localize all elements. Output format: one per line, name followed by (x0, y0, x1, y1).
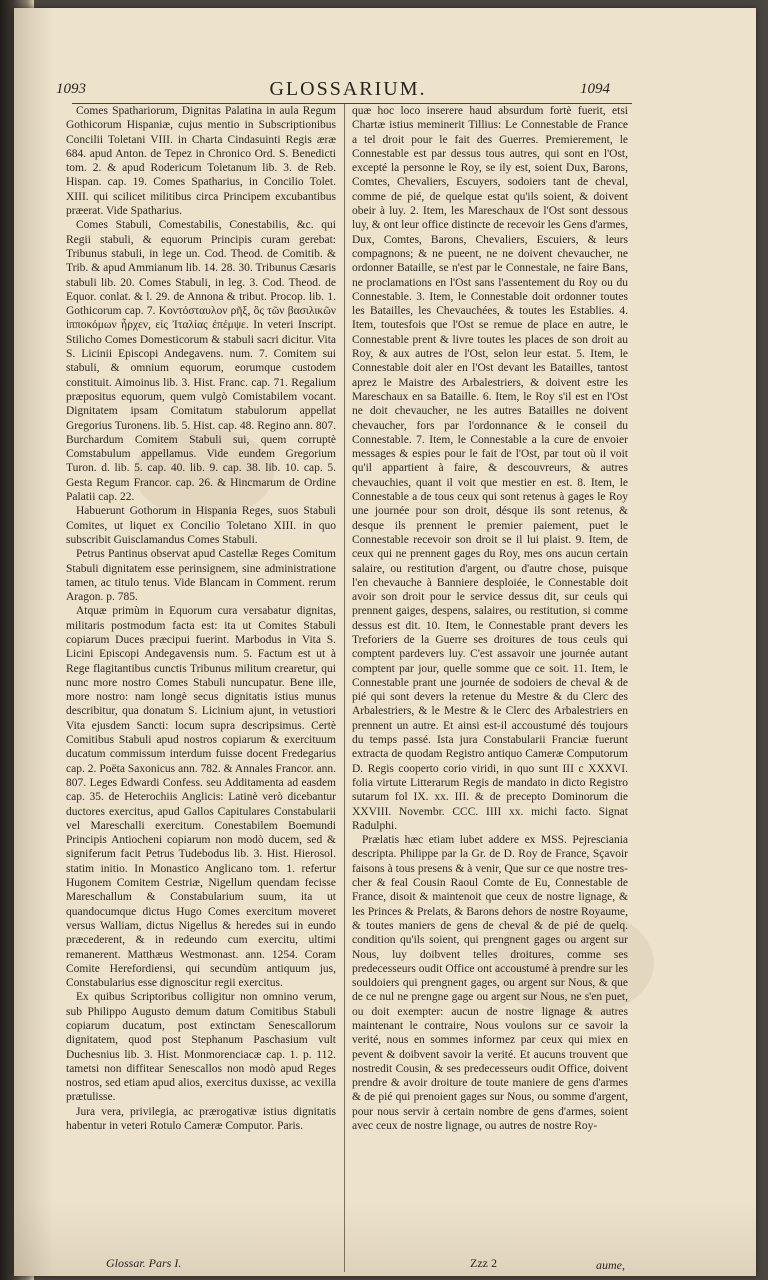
column-divider (344, 104, 345, 1272)
entry-paragraph: Comes Stabuli, Comestabilis, Conestabilis, &c. qui Regii stabuli, & equorum Principis curam gerebat: Tribunus stabuli, in lege un. Cod. Theod. de Comitib. & Trib. & apud Ammianum lib. 14. 28. 30. Tribunus Cæsaris stabuli lib. 20. Comes Stabuli, in leg. 3. Cod. Theod. de Equor. conlat. & l. 29. de Annona & tribut. Procop. lib. 1. Gothicorum cap. 7. Κοντόσταυλον ρῆξ, ὃς τῶν βασιλικῶν ἱπποκόμων ἦρχεν, εἰς Ἰταλίας ἐπέμψε. In veteri Inscript. Stilicho Comes Domesticorum & stabuli sacri dicitur. Vita S. Licinii Episcopi Andegavens. num. 7. Comitem sui stabuli, & omnium equorum, eorumque custodem constituit. Aimoinus lib. 3. Hist. Franc. cap. 71. Regalium præpositus equorum, quem vulgò Comistabilem vocant. Dignitatem ipsam Comitatum stabulorum appellat Gregorius Turonens. lib. 5. Hist. cap. 48. Regino ann. 807. Burchardum Comitem Stabuli sui, quem corruptè Comstabulum appellamus. Vide eundem Gregorium Turon. d. lib. 5. cap. 40. lib. 9. cap. 38. lib. 10. cap. 5. Gesta Regum Francor. cap. 26. & Hincmarum de Ordine Palatii cap. 22. (66, 219, 336, 504)
entry-paragraph: Ex quibus Scriptoribus colligitur non omnino verum, sub Philippo Augusto demum datum Comitibus Stabuli copiarum ducatum, post extinctam Senescallorum dignitatem, quod post Stephanum Paschasium vult Duchesnius lib. 3. Hist. Monmorenciacæ cap. 1. p. 112. tametsi non diffitear Senescallos non modò apud Reges nostros, sed etiam apud alios, exercitus duxisse, ac vexilla prætulisse. (66, 991, 336, 1104)
entry-paragraph: Prælatis hæc etiam lubet addere ex MSS. Pejresciania descripta. Philippe par la Gr. de D. Roy de France, Sçavoir faisons à tous presens & à venir, Que sur ce que nostre tres-cher & feal Cousin Raoul Comte de Eu, Connestable de France, disoit & maintenoit que ceux de nostre lignage, & les Princes & Prelats, & Barons dehors de nostre Royaume, & toutes maniers de gens de cheval & de pié de quelq. condition qu'ils soient, qui prengnent gages ou argent sur Nous, luy doibvent telles droitures, comme ses predecesseurs oudit Office ont accoustumé à prendre sur les souldoiers qui prengnent gages, ou argent sur Nous, & que de ce nul ne prengne gage ou argent sur Nous, ne s'en puet, ou doit exempter: aucun de nostre lignage & autres maintenant le contraire, Nous voulons sur ce savoir la verité, nous en sommes informez par ceux qui miex en pevent & doibvent savoir la verité. Et aucuns trouvent que nostredit Cousin, & ses predecesseurs oudit Office, doivent prendre & avoir droiture de toute maniere de gens d'armes & de pié qui prenoient gages sur Nous, ou somme d'argent, pour nous servir à certain nombre de gens d'armes, soient avec ceux de nostre lignage, ou autres de nostre Roy- (352, 834, 628, 1133)
entry-paragraph: Jura vera, privilegia, ac prærogativæ istius dignitatis habentur in veteri Rotulo Cameræ Computor. Paris. (66, 1105, 336, 1133)
signature-mark: Zzz 2 (470, 1256, 497, 1270)
catchword: aume, (596, 1258, 625, 1272)
entry-paragraph: Petrus Pantinus observat apud Castellæ Reges Comitum Stabuli dignitatem esse perinsignem, sine administratione tamen, ac titulo tenus. Vide Blancam in Comment. rerum Aragon. p. 785. (66, 548, 336, 604)
left-column (66, 104, 336, 1133)
right-page-number: 1094 (580, 81, 610, 97)
left-page-number: 1093 (56, 81, 86, 97)
entry-paragraph: quæ hoc loco inserere haud absurdum fortè fuerit, etsi Chartæ istius meminerit Tillius: Le Connestable de France a tel droit pour le fait des Guerres. Premierement, le Connestable est par dessus tous autres, qui sont en l'Ost, excepté la personne le Roy, se ily est, soient Dux, Barons, Comtes, Chevaliers, Escuyers, sodoiers tant de cheval, comme de pié, de quelque estat qu'ils soient, & doivent obeir à luy. 2. Item, les Mareschaux de l'Ost sont dessous luy, & ont leur office distincte de recevoir les Gens d'armes, Dux, Comtes, Barons, Chevaliers, Escuiers, & leurs compagnons; & ne pueent, ne ne doivent chevaucher, ne ordonner Bataille, se n'est par le Connestale, ne faire Bans, ne proclamations en l'Ost sans l'assentement du Roy ou du Connestable. 3. Item, le Connestable doit ordonner toutes les Batailles, les Chevauchées, & toutes les Establies. 4. Item, toutesfois que l'Ost se remue de place en autre, le Connestable prent & livre toutes les places de son droit au Roy, & aux autres de l'Ost, selon leur estat. 5. Item, le Connestable doit aler en l'Ost devant les Batailles, tantost aprez le Maistre des Arbalestriers, & doivent estre les Mareschaux en sa Bataille. 6. Item, le Roy s'il est en l'Ost ne doit chevaucher, ne les autres Batailles ne doivent chevaucher, fors par l'ordonnance & le conseil du Connestable. 7. Item, le Connestable a la cure de envoier messages & espies pour le fait de l'Ost, par tout où il voit qu'il appartient à faire, & descouvreurs, & autres chevauchies, quant il voit que mestier en est. 8. Item, le Connestable a de tous ceux qui sont retenus à gages le Roy une journée pour son droit, désque ils sont retenus, & desque ils prennent le premier paiement, puet le Connestable recevoir son droit se il lui plaist. 9. Item, de ceux qui ne prennent gages du Roy, mes ons aucun certain salaire, ou restitution d'argent, ou d'autre chose, puisque l'en chevauche à Banniere desploiée, le Connestable doit avoir son droit pour le service dessus dit, sur ceuls qui prennent gaiges, despens, salaires, ou restitution, si comme dessus est dit. 10. Item, le Connestable prant devers les Treforiers de la Guerre ses droitures de tous ceuls qui comptent pardevers luy. C'est assavoir une journée autant comptent par jour, quelle somme que ce soit. 11. Item, le Connestable prant une journée de sodoiers de cheval & de pié qui sont devers la retenue du Mestre & du Clerc des Arbalestriers, & le Mestre & le Clerc des Arbalestriers en prennent un autre. Et ainsi est-il accoustumé dés toujours du temps passé. Ista jura Constabularii Franciæ fuerunt extracta de quodam Registro antiquo Cameræ Computorum D. Regis cooperto corio viridi, in quo sunt III c XXXVI. folia virtute Litterarum Regis de mandato in dicto Registro sutarum fol IX. xx. III. & de precepto Dominorum die XXVIII. Novembr. CCC. IIII xx. michi facto. Signat Radulphi. (352, 105, 628, 832)
entry-paragraph: Habuerunt Gothorum in Hispania Reges, suos Stabuli Comites, ut liquet ex Concilio Toletano XIII. in quo subscribit Guisclamandus Comes Stabuli. (66, 505, 336, 546)
running-title: GLOSSARIUM. (269, 78, 427, 100)
entry-paragraph: Comes Spathariorum, Dignitas Palatina in aula Regum Gothicorum Hispaniæ, cujus mentio in Subscriptionibus Concilii Toletani VIII. in Charta Cindasuinti Regis æræ 684. apud Anton. de Tepez in Chronico Ord. S. Benedicti tom. 2. & apud Rodericum Toletanum lib. 3. de Reb. Hispan. cap. 19. Comes Spatharius, in Concilio Tolet. XIII. qui scilicet militibus circa Principem excubantibus præerat. Vide Spatharius. (66, 105, 336, 218)
right-column (352, 104, 628, 1133)
entry-paragraph: Atquæ primùm in Equorum cura versabatur dignitas, militaris postmodum facta est: ita ut Comites Stabuli copiarum Duces præcipui fuerint. Marbodus in Vita S. Licini Episcopi Andegavensis num. 5. Factum est ut à Rege flagitantibus cunctis Tribunus militum crearetur, qui nunc more nostro Comes Stabuli nuncupatur. Bene ille, more nostro: nam longè secus dignitatis istius munus describitur, qua donatum S. Licinium ajunt, in vetustiori Vita ejusdem Sancti: locum supra descripsimus. Certè Comitibus Stabuli apud nostros copiarum & exercituum ducatum commissum interdum fuisse docent Fredegarius cap. 2. Poëta Saxonicus ann. 782. & Annales Francor. ann. 807. Leges Edwardi Confess. seu Additamenta ad easdem cap. 35. de Heterochiis Anglicis: Latinè verò dicebantur ductores exercitus, apud Gallos Capitulares Constabularii vel Mareschalli exercitum. Conestabilem Boemundi Principis Antiocheni copiarum non modò ducem, sed & signiferum facit Petrus Tudebodus lib. 3. Hist. Hierosol. statim initio. In Monastico Anglicano tom. 1. refertur Hugonem Comitem Cestriæ, Nigellum quendam fecisse Mareschallum & Constabularium suum, ita ut quandocumque dictus Hugo Comes exercitum moveret versus Walliam, dictus Nigellus & heredes sui in eundo præcederent, & in redeundo cum exercitu, ultimi remanerent. Matthæus Westmonast. ann. 1254. Coram Comite Herefordiensi, qui secundùm antiquum jus, Constabularius esse dignoscitur regii exercitus. (66, 605, 336, 990)
footer-volume-note: Glossar. Pars I. (106, 1256, 182, 1270)
